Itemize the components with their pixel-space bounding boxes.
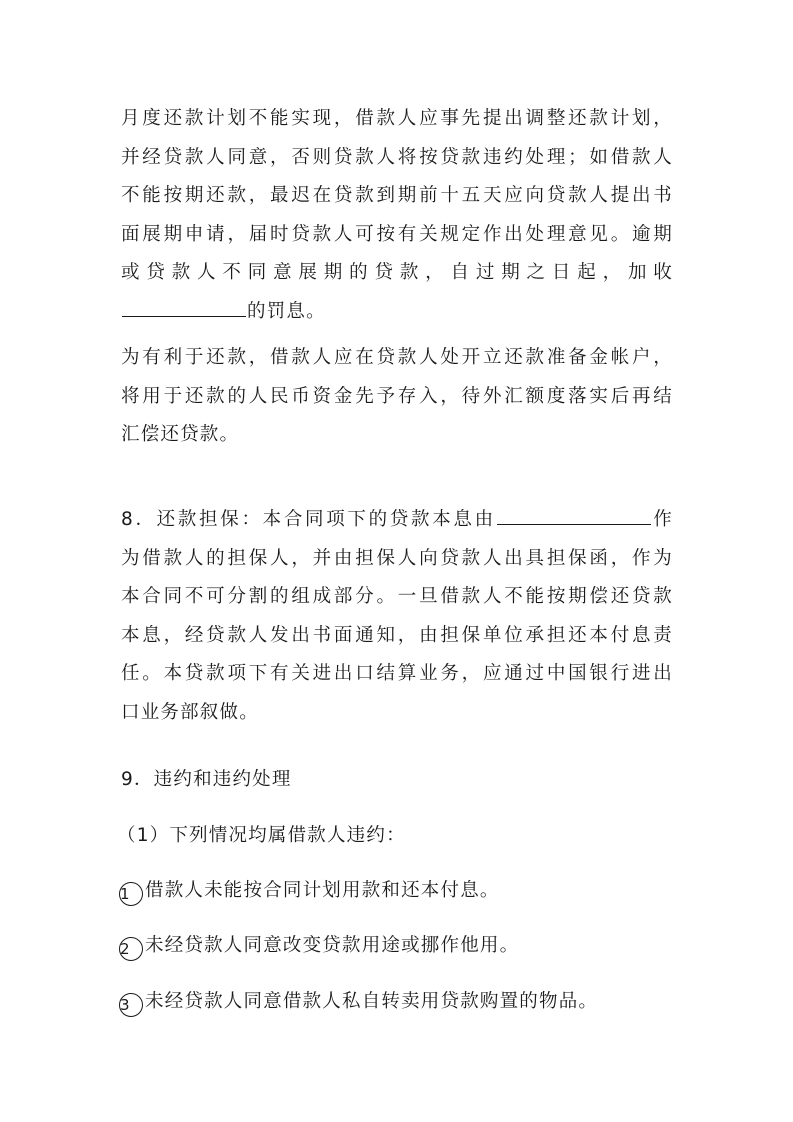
- paragraph-guarantee: [121, 501, 673, 732]
- text-line: 任。本贷款项下有关进出口结算业务，应通过中国银行进出: [121, 663, 673, 684]
- text-line: 为借款人的担保人，并由担保人向贷款人出具担保函，作为: [121, 547, 673, 569]
- list-item: [119, 872, 671, 911]
- list-item-text: 借款人未能按合同计划用款和还本付息。: [145, 880, 500, 901]
- text-fragment: 作: [651, 509, 674, 530]
- paragraph-reserve-account: [121, 339, 673, 455]
- list-item-line: [119, 927, 671, 966]
- text-line: 本合同不可分割的组成部分。一旦借款人不能按期偿还贷款: [121, 586, 673, 607]
- guarantor-name-blank: [497, 504, 651, 525]
- text-fragment: 8．还款担保：本合同项下的贷款本息由: [121, 509, 496, 530]
- text-line: 为有利于还款，借款人应在贷款人处开立还款准备金帐户，: [121, 347, 673, 368]
- circled-number-icon: 1: [119, 882, 143, 906]
- list-item-text: 未经贷款人同意借款人私自转卖用贷款购置的物品。: [145, 991, 599, 1012]
- sub-heading-text: （1）下列情况均属借款人违约：: [117, 825, 406, 846]
- heading-text: 9．违约和违约处理: [121, 769, 292, 790]
- text-line: 汇偿还贷款。: [121, 424, 240, 445]
- text-line: 并经贷款人同意，否则贷款人将按贷款违约处理；如借款人: [121, 146, 673, 168]
- list-item: [119, 983, 671, 1022]
- text-line: 口业务部叙做。: [121, 701, 259, 723]
- sub-heading-default-cases: [117, 817, 669, 856]
- list-item-text: 未经贷款人同意改变贷款用途或挪作他用。: [145, 935, 520, 956]
- text-line: [121, 293, 673, 332]
- penalty-rate-blank: [122, 296, 246, 317]
- text-line: 月度还款计划不能实现，借款人应事先提出调整还款计划，: [121, 108, 673, 129]
- section-heading-default: [121, 761, 673, 800]
- text-line: 面展期申请，届时贷款人可按有关规定作出处理意见。逾期: [121, 223, 673, 245]
- text-fragment: 的罚息。: [247, 300, 326, 322]
- text-line: [121, 501, 673, 540]
- list-item: [119, 927, 671, 966]
- paragraph-repayment-extension: [121, 100, 673, 331]
- circled-number-icon: 2: [119, 937, 143, 961]
- list-item-line: [119, 872, 671, 911]
- text-line: 不能按期还款，最迟在贷款到期前十五天应向贷款人提出书: [121, 185, 673, 206]
- text-line: 本息，经贷款人发出书面通知，由担保单位承担还本付息责: [121, 624, 673, 646]
- circled-number-icon: 3: [119, 993, 143, 1017]
- list-item-line: [119, 983, 671, 1022]
- text-line: 将用于还款的人民币资金先予存入，待外汇额度落实后再结: [121, 385, 673, 407]
- text-line: 或贷款人不同意展期的贷款，自过期之日起，加收: [121, 262, 673, 283]
